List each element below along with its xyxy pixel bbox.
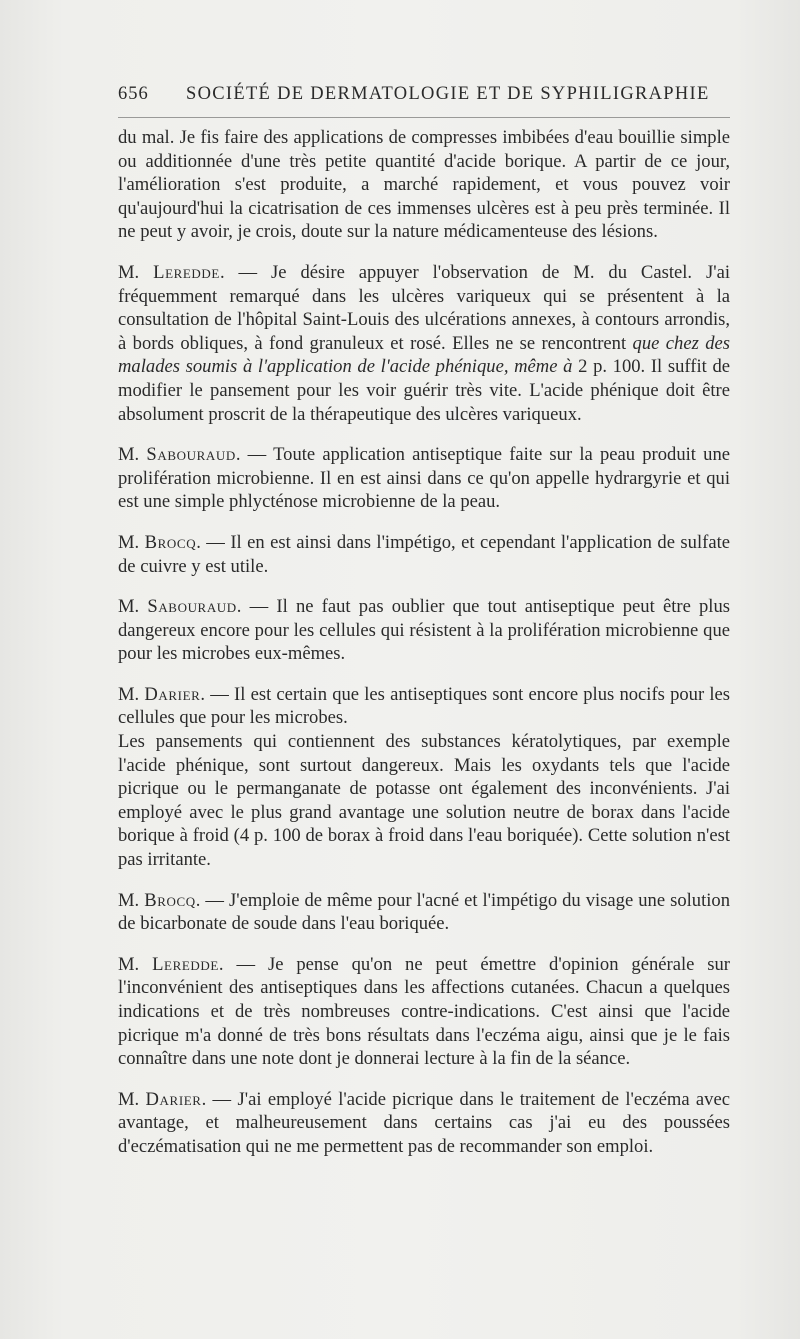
speaker-name: Darier (145, 1088, 202, 1110)
speaker-name: Leredde (153, 261, 220, 283)
speaker-title: M. (118, 1088, 140, 1110)
speaker-name: Brocq (144, 889, 196, 911)
paragraph-text: . — Toute application antiseptique faite sur la peau produit une prolifération microbienne. Il en est ainsi dans ce qu'on appelle hydrargyrie et qui est une simple phlycténose microbienne de la peau. (118, 444, 730, 513)
speaker-title: M. (118, 953, 140, 975)
speaker-title: M. (118, 889, 140, 911)
speaker-name: Darier (144, 683, 201, 705)
paragraph-text: . — Je désire appuyer l'observation de M. du Castel. J'ai fréquemment remarqué dans les ulcères variqueux qui se présentent à la consultation de l'hôpital Saint-Louis des ulcérations annexes, à contours arrondis, à bords obliques, à fond granuleux et rosé. Elles ne se rencontrent (118, 261, 730, 354)
header-rule (118, 117, 730, 118)
paragraph-darier-1-cont: Les pansements qui contiennent des substances kératolytiques, par exemple l'acide phénique, sont surtout dangereux. Mais les oxydants tels que l'acide picrique ou le permanganate de potasse ont également des inconvénients. J'ai employé avec le plus grand avantage une solution neutre de borax dans l'acide borique à froid (4 p. 100 de borax à froid dans l'eau boriquée). Cette solution n'est pas irritante. (118, 731, 730, 871)
paragraph-text: . — Il est certain que les antiseptiques sont encore plus nocifs pour les cellules que pour les microbes. (118, 683, 731, 729)
paragraph-leredde-2 (118, 953, 730, 1071)
page-number: 656 (118, 84, 149, 104)
paragraph-text: . — J'ai employé l'acide picrique dans le traitement de l'eczéma avec avantage, et malheureusement dans certains cas j'ai eu des poussées d'eczématisation qui ne me permettent pas de recommander son emploi. (118, 1088, 730, 1157)
paragraph-sabouraud-1 (118, 443, 730, 514)
speaker-title: M. (118, 444, 140, 466)
paragraph-brocq-1 (118, 531, 730, 578)
italic-text: que chez des malades soumis à l'application de l'acide phénique, même à (118, 332, 731, 378)
speaker-name: Leredde (152, 953, 219, 975)
speaker-name: Brocq (144, 531, 197, 553)
paragraph-continuation: du mal. Je fis faire des applications de compresses imbibées d'eau bouillie simple ou additionnée d'une très petite quantité d'acide borique. A partir de ce jour, l'amélioration s'est produite, a marché rapidement, et vous pouvez voir qu'aujourd'hui la cicatrisation de ces immenses ulcères est à peu près terminée. Il ne peut y avoir, je crois, doute sur la nature médicamenteuse des lésions. (118, 127, 730, 243)
paragraph-leredde-1 (118, 261, 730, 426)
speaker-title: M. (118, 683, 140, 705)
speaker-title: M. (118, 531, 140, 553)
paragraph-darier-1 (118, 683, 730, 730)
paragraph-text: . — Je pense qu'on ne peut émettre d'opinion générale sur l'inconvénient des antiseptiques dans les affections cutanées. Chacun a quelques indications et de très nombreuses contre-indications. C'est ainsi que l'acide picrique m'a donné de très bons résultats dans l'eczéma aigu, ainsi que je le fais connaître dans une note dont je donnerai lecture à la fin de la séance. (118, 953, 730, 1070)
paragraph-text: . — Il ne faut pas oublier que tout antiseptique peut être plus dangereux encore pour les cellules qui résistent à la prolifération microbienne que pour les microbes eux-mêmes. (118, 596, 730, 665)
speaker-name: Sabouraud (147, 596, 237, 618)
paragraph-brocq-2 (118, 889, 730, 936)
paragraph-text: . — J'emploie de même pour l'acné et l'impétigo du visage une solution de bicarbonate de soude dans l'eau boriquée. (118, 889, 731, 935)
running-head: SOCIÉTÉ DE DERMATOLOGIE ET DE SYPHILIGRAPHIE (186, 84, 710, 104)
paragraph-sabouraud-2 (118, 595, 730, 666)
page-header (118, 84, 730, 114)
paragraph-text: 2 p. 100. Il suffit de modifier le pansement pour les voir guérir très vite. L'acide phénique doit être absolument proscrit de la thérapeutique des ulcères variqueux. (118, 356, 730, 425)
paragraph-darier-2 (118, 1088, 730, 1159)
paragraph-text: . — Il en est ainsi dans l'impétigo, et cependant l'application de sulfate de cuivre y est utile. (118, 531, 730, 577)
page-body (118, 126, 730, 1159)
speaker-title: M. (118, 596, 140, 618)
speaker-title: M. (118, 261, 140, 283)
speaker-name: Sabouraud (146, 444, 236, 466)
